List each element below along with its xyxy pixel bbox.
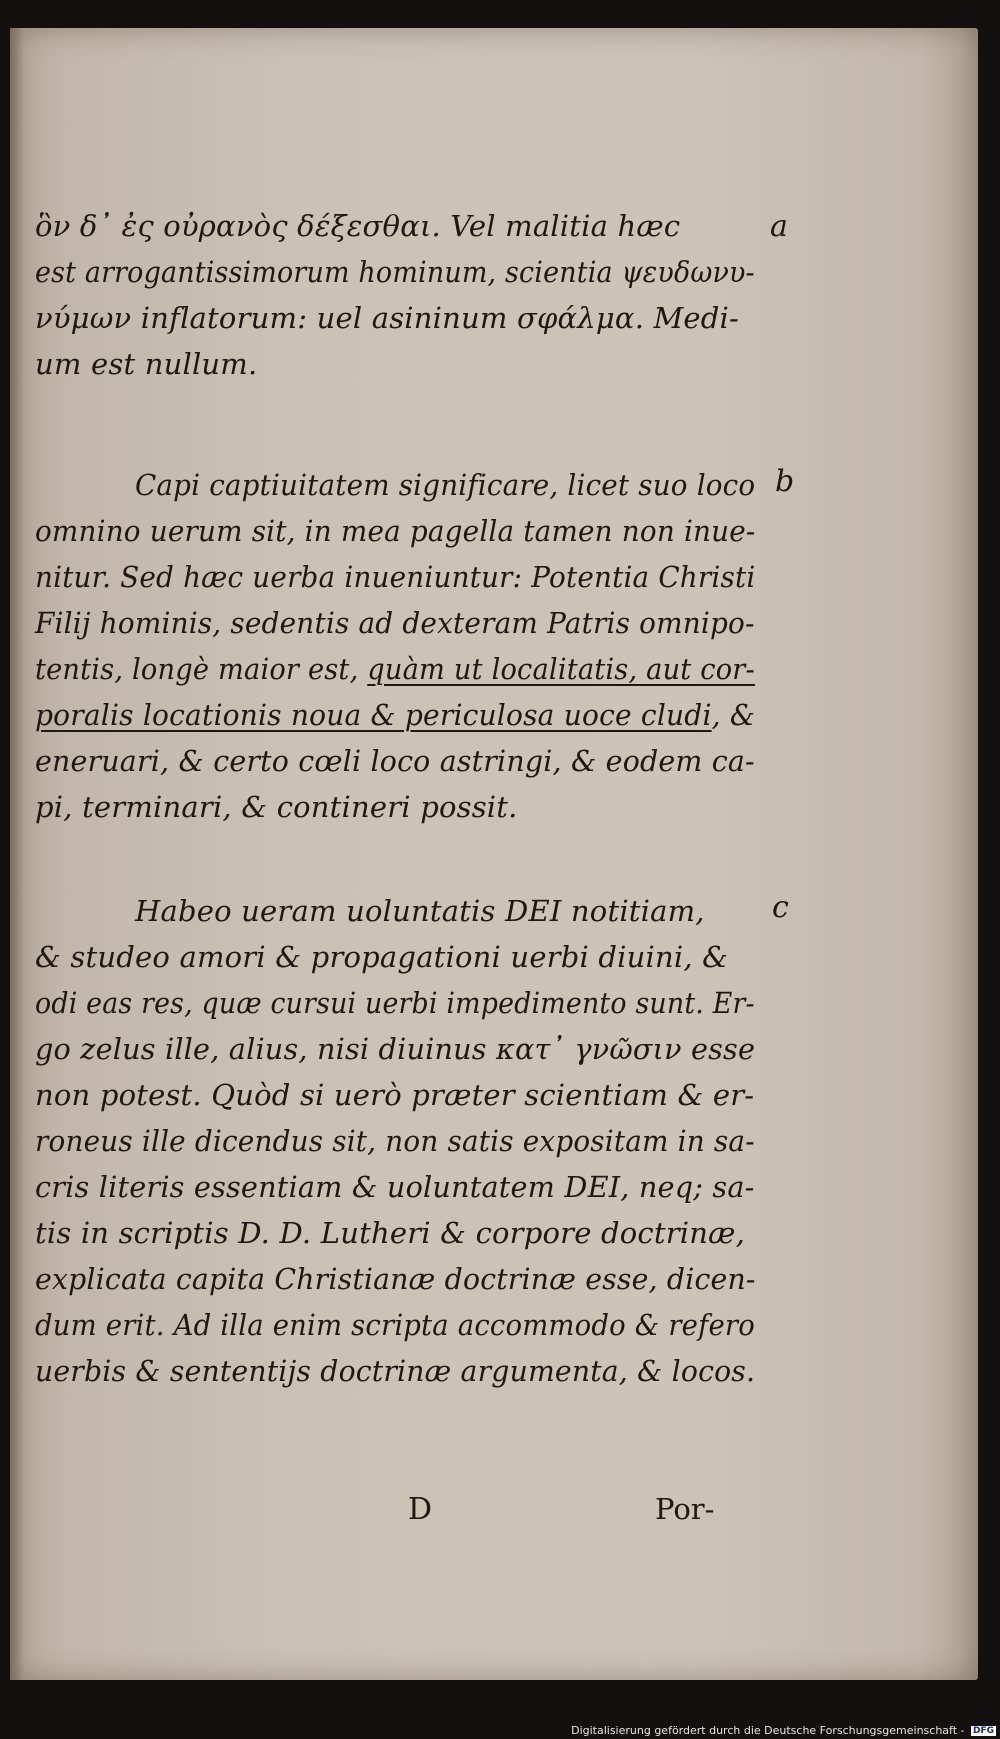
text-line [35,1078,754,1112]
underlined-text: poralis locationis noua & periculosa uoce cludi [35,698,712,732]
text-line [35,1170,755,1204]
page-spine-shadow [10,28,24,1680]
text-line [35,301,739,335]
line-text: odi eas res, quæ cursui uerbi impedimento sunt. Er- [35,986,755,1020]
line-text: dum erit. Ad illa enim scripta accommodo & refero [35,1308,755,1342]
text-line [35,514,756,548]
underlined-text: quàm ut localitatis, aut cor- [367,652,755,686]
margin-marker: a [770,209,788,244]
catchword: Por- [655,1492,715,1526]
line-text: ὃν δ᾽ ἐς οὐρανὸς δέξεσθαι. Vel malitia hæc [35,209,681,243]
line-text: uerbis & sententijs doctrinæ argumenta, & locos. [35,1354,756,1388]
line-text: pi, terminari, & contineri possit. [35,790,518,824]
text-line [35,347,257,381]
text-line [35,1308,755,1342]
line-text: tentis, longè maior est, [35,652,368,686]
text-line [135,894,705,928]
line-text: Capi captiuitatem significare, licet suo loco [135,468,756,502]
line-text: , & [711,698,756,732]
line-text: tis in scriptis D. D. Lutheri & corpore doctrinæ, [35,1216,746,1250]
line-text: non potest. Quòd si uerò præter scientiam & er- [35,1078,755,1112]
dfg-logo: DFG [972,1726,994,1736]
signature-mark: D [408,1492,433,1527]
line-text: Habeo ueram uoluntatis DEI notitiam, [135,894,705,928]
text-line [35,1262,756,1296]
line-text: cris literis essentiam & uoluntatem DEI, neq; sa- [35,1170,755,1204]
line-text: omnino uerum sit, in mea pagella tamen non inue- [35,514,756,548]
text-line [35,1124,755,1158]
text-line [135,468,755,502]
text-line [35,1216,745,1250]
text-line [35,790,518,824]
text-line [35,606,755,640]
credit-text: Digitalisierung gefördert durch die Deutsche Forschungsgemeinschaft - [571,1724,965,1737]
line-text: go zelus ille, alius, nisi diuinus κατ᾽ γνῶσιν esse [35,1032,756,1066]
text-line [35,744,755,778]
margin-marker: c [772,890,789,925]
text-line [35,255,755,289]
book-page [10,28,978,1680]
digitization-credit [571,1724,996,1737]
text-line [35,940,728,974]
line-text: um est nullum. [35,347,258,381]
line-text: & studeo amori & propagationi uerbi diuini, & [35,940,729,974]
text-line [35,652,755,686]
line-text: roneus ille dicendus sit, non satis expositam in sa- [35,1124,755,1158]
line-text: explicata capita Christianæ doctrinæ esse, dicen- [35,1262,756,1296]
line-text: est arrogantissimorum hominum, scientia ψευδωνυ- [35,255,755,289]
margin-marker: b [775,464,795,499]
text-line [35,209,680,243]
line-text: eneruari, & certo cœli loco astringi, & eodem ca- [35,744,755,778]
line-text: Filij hominis, sedentis ad dexteram Patris omnipo- [35,606,755,640]
text-line [35,698,755,732]
line-text: nitur. Sed hæc uerba inueniuntur: Potentia Christi [35,560,756,594]
text-line [35,1032,755,1066]
text-line [35,560,755,594]
text-line [35,1354,755,1388]
text-line [35,986,755,1020]
line-text: νύμων inflatorum: uel asininum σφάλμα. Medi- [35,301,740,335]
